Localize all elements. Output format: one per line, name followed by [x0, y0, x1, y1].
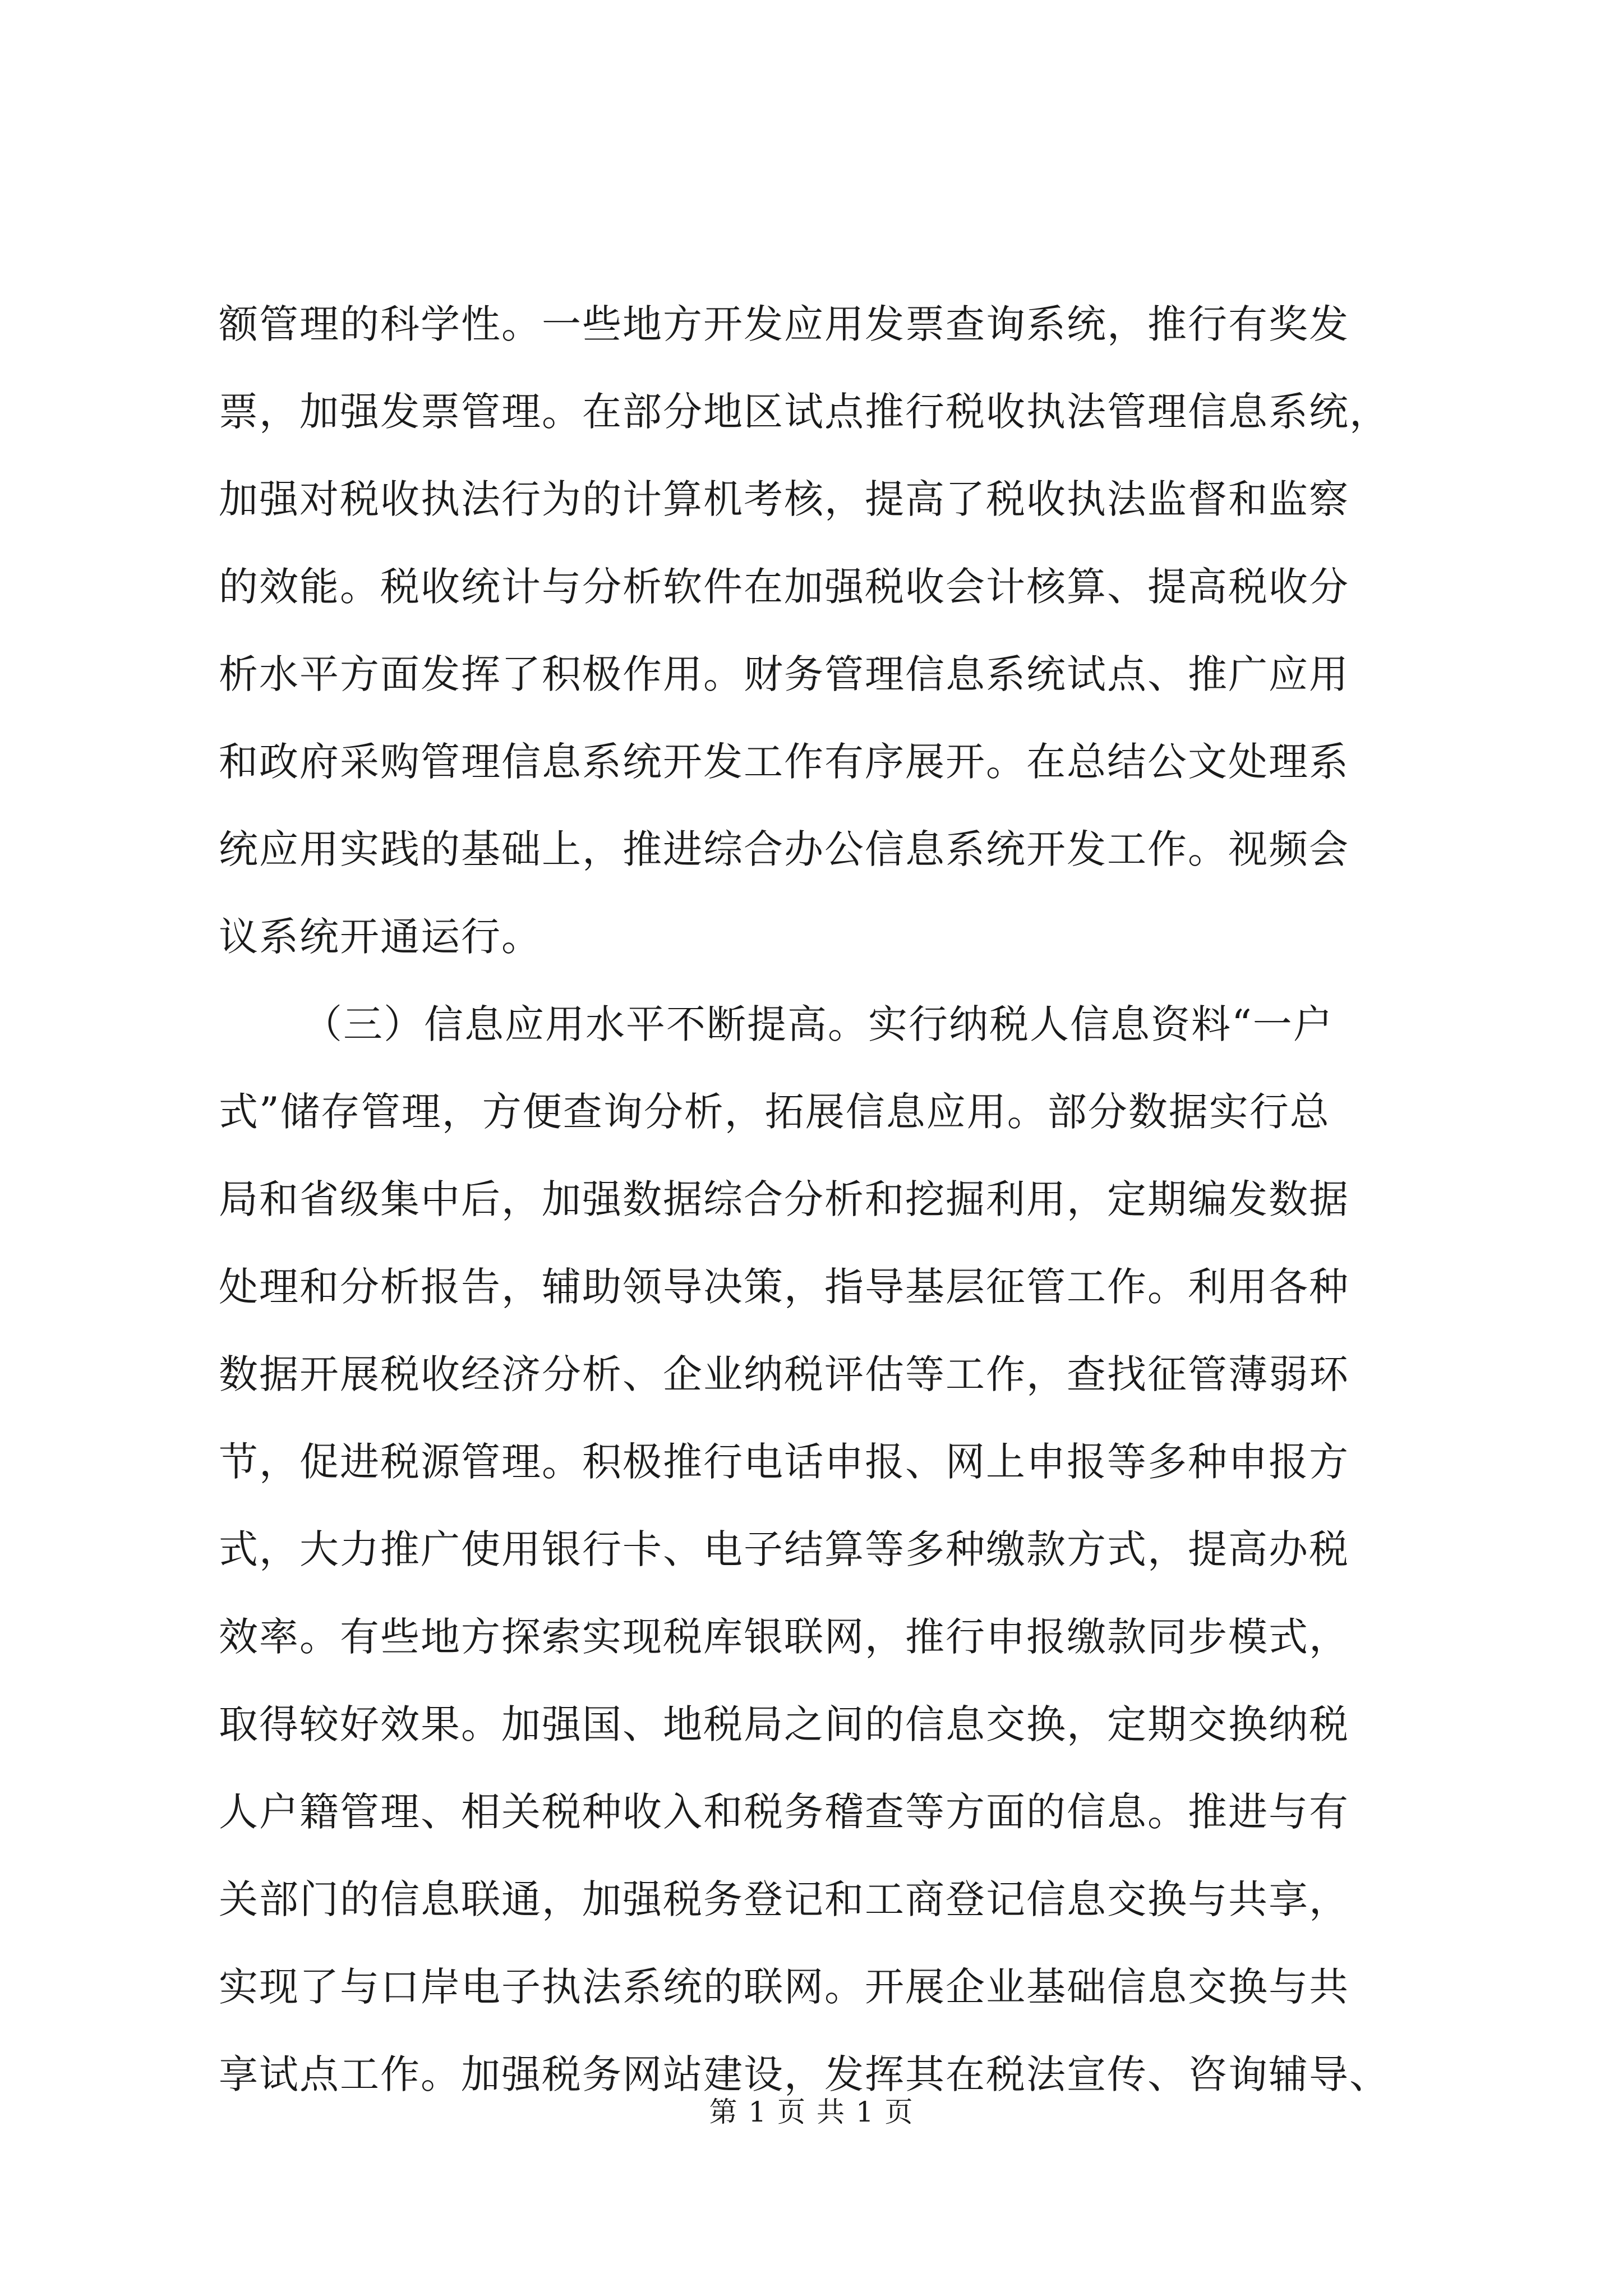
text-line: 加强对税收执法行为的计算机考核，提高了税收执法监督和监察: [219, 476, 1349, 522]
text-line: 额管理的科学性。一些地方开发应用发票查询系统，推行有奖发: [219, 301, 1349, 347]
text-line: 和政府采购管理信息系统开发工作有序展开。在总结公文处理系: [219, 739, 1349, 785]
text-line: 享试点工作。加强税务网站建设，发挥其在税法宣传、咨询辅导、: [219, 2051, 1390, 2097]
text-line: 效率。有些地方探索实现税库银联网，推行申报缴款同步模式，: [219, 1614, 1349, 1660]
text-line: 议系统开通运行。: [219, 914, 542, 960]
text-line: 局和省级集中后，加强数据综合分析和挖掘利用，定期编发数据: [219, 1176, 1349, 1222]
body-text: [219, 280, 1419, 2118]
text-line: 析水平方面发挥了积极作用。财务管理信息系统试点、推广应用: [219, 651, 1349, 697]
text-line: 统应用实践的基础上，推进综合办公信息系统开发工作。视频会: [219, 826, 1349, 872]
text-line: 式，大力推广使用银行卡、电子结算等多种缴款方式，提高办税: [219, 1526, 1349, 1572]
text-line: 式”储存管理，方便查询分析，拓展信息应用。部分数据实行总: [219, 1089, 1330, 1135]
text-line: 的效能。税收统计与分析软件在加强税收会计核算、提高税收分: [219, 564, 1349, 610]
text-line: 人户籍管理、相关税种收入和税务稽查等方面的信息。推进与有: [219, 1789, 1349, 1835]
paragraph-heading-line: （三）信息应用水平不断提高。实行纳税人信息资料“一户: [303, 1001, 1334, 1047]
page-number-footer: 第 1 页 共 1 页: [709, 2096, 914, 2128]
text-line: 票，加强发票管理。在部分地区试点推行税收执法管理信息系统，: [219, 389, 1390, 435]
text-line: 取得较好效果。加强国、地税局之间的信息交换，定期交换纳税: [219, 1701, 1349, 1747]
text-line: 节，促进税源管理。积极推行电话申报、网上申报等多种申报方: [219, 1439, 1349, 1485]
text-line: 关部门的信息联通，加强税务登记和工商登记信息交换与共享，: [219, 1876, 1349, 1922]
text-line: 实现了与口岸电子执法系统的联网。开展企业基础信息交换与共: [219, 1964, 1349, 2010]
text-line: 处理和分析报告，辅助领导决策，指导基层征管工作。利用各种: [219, 1264, 1349, 1310]
text-line: 数据开展税收经济分析、企业纳税评估等工作，查找征管薄弱环: [219, 1351, 1349, 1397]
